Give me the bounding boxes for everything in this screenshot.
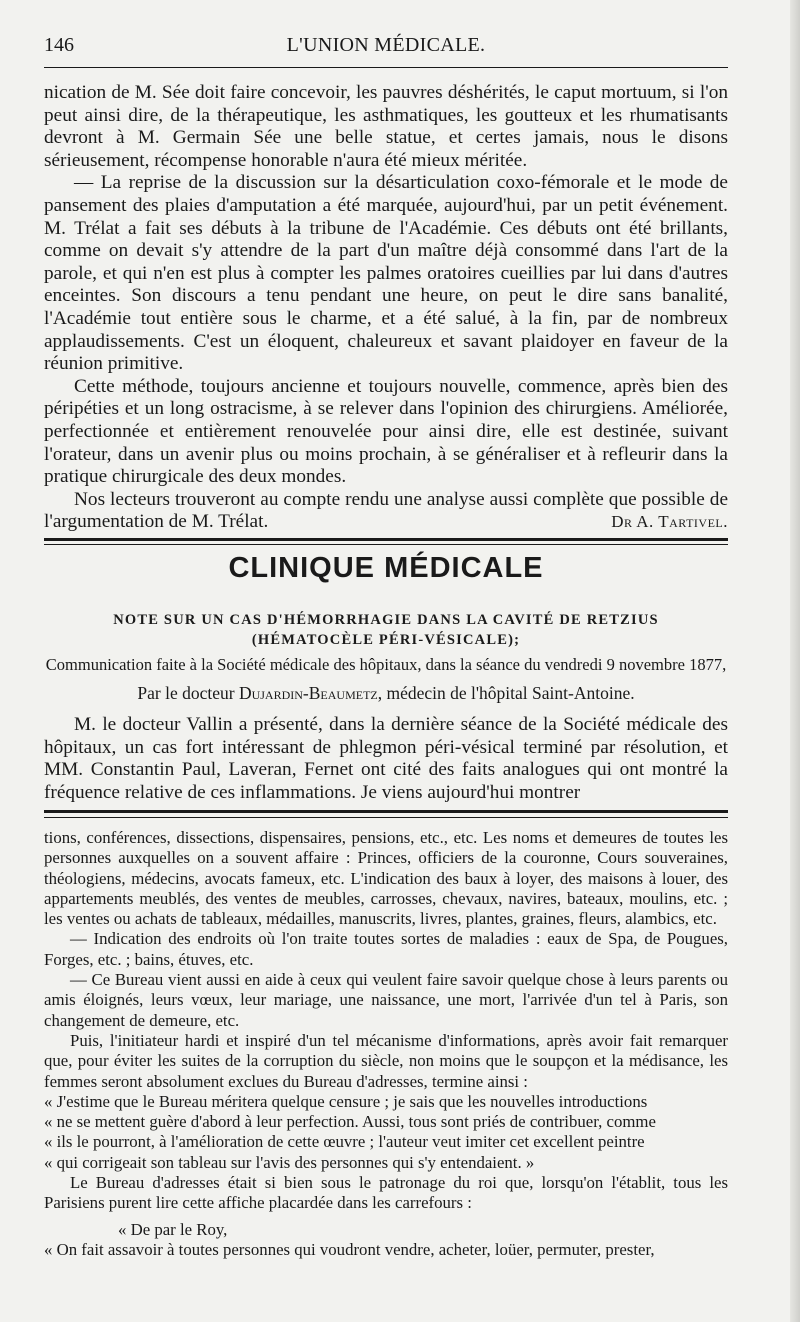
paragraph: — Ce Bureau vient aussi en aide à ceux qui veulent faire savoir quelque chose à leurs parents ou amis éloignés, leurs vœux, leur mariage, une naissance, une mort, l'arrivée d'un tel à Paris, son changement de demeure, etc. xyxy=(44,970,728,1030)
paragraph: tions, conférences, dissections, dispensaires, pensions, etc., etc. Les noms et demeures de toutes les personnes auxquelles on a souvent affaire : Princes, officiers de la couronne, Cours souveraines, théologiens, médecins, avocats fameux, etc. L'indication des baux à loyer, des maisons à louer, des appartements meublés, des ventes de meubles, carrosses, chevaux, navires, bateaux, moulins, etc. ; les ventes ou achats de tableaux, médailles, manuscrits, livres, plantes, graines, fleurs, alambics, etc. xyxy=(44,828,728,929)
author-line xyxy=(44,683,728,704)
author-name: Dujardin-Beaumetz xyxy=(238,683,378,703)
section-rule-thin xyxy=(44,544,728,545)
paragraph: M. le docteur Vallin a présenté, dans la dernière séance de la Société médicale des hôpitaux, un cas fort intéressant de phlegmon péri-vésical terminé par résolution, et MM. Constantin Paul, Laveran, Fernet ont cité des faits analogues qui ont montré la fréquence relative de ces inflammations. Je viens aujourd'hui montrer xyxy=(44,714,728,803)
paragraph: — Indication des endroits où l'on traite toutes sortes de maladies : eaux de Spa, de Pougues, Forges, etc. ; bains, étuves, etc. xyxy=(44,929,728,969)
quote-block xyxy=(44,1092,728,1173)
author-prefix: Par le docteur xyxy=(137,683,239,703)
decree-line: « De par le Roy, xyxy=(118,1219,228,1239)
signature: Dr A. Tartivel. xyxy=(611,512,728,531)
page-header xyxy=(44,34,728,60)
paragraph: Puis, l'initiateur hardi et inspiré d'un tel mécanisme d'informations, après avoir fait remarquer que, pour éviter les suites de la corruption du siècle, non moins que le soupçon et la médisance, les femmes seront absolument exclues du Bureau d'adresses, termine ainsi : xyxy=(44,1030,728,1091)
journal-title: L'UNION MÉDICALE. xyxy=(286,34,486,56)
communication-line: Communication faite à la Société médicale des hôpitaux, dans la séance du vendredi 9 novembre 1877, xyxy=(45,655,727,674)
quote-line: « ne se mettent guère d'abord à leur perfection. Aussi, tous sont priés de contribuer, comme xyxy=(44,1112,656,1132)
feuilleton xyxy=(44,828,728,1260)
note-title-line: NOTE SUR UN CAS D'HÉMORRHAGIE DANS LA CAVITÉ DE RETZIUS xyxy=(113,612,659,628)
header-rule xyxy=(44,67,728,68)
paragraph: nication de M. Sée doit faire concevoir, les pauvres déshérités, le caput mortuum, si l'on peut ainsi dire, de la thérapeutique, les asthmatiques, les goutteux et les rhumatisants devront à M. Germain Sée une belle statue, et certes jamais, nous le disons sérieusement, récompense honorable n'aura été mieux méritée. xyxy=(44,82,728,171)
quote-line: « J'estime que le Bureau méritera quelque censure ; je sais que les nouvelles introductions xyxy=(44,1091,648,1111)
quote-line: « ils le pourront, à l'amélioration de cette œuvre ; l'auteur veut imiter cet excellent peintre xyxy=(44,1132,645,1152)
feuilleton-rule-thick xyxy=(44,810,728,813)
author-suffix: , médecin de l'hôpital Saint-Antoine. xyxy=(377,683,635,703)
paragraph: Le Bureau d'adresses était si bien sous le patronage du roi que, lorsqu'on l'établit, tous les Parisiens purent lire cette affiche placardée dans les carrefours : xyxy=(44,1173,728,1213)
page-edge xyxy=(790,0,800,1322)
section-body xyxy=(44,714,728,804)
paragraph: — La reprise de la discussion sur la désarticulation coxo-fémorale et le mode de pansement des plaies d'amputation a été marquée, aujourd'hui, par un petit événement. M. Trélat a fait ses débuts à la tribune de l'Académie. Ces débuts ont été brillants, comme on devait s'y attendre de la part d'un maître déjà consommé dans l'art de la parole, et qui n'en est plus à compter les palmes oratoires cueillies par lui dans d'autres enceintes. Son discours a tenu pendant une heure, on peut le dire sans banalité, l'Académie tout entière sous le charme, et a été salué, à la fin, par de nombreux applaudissements. C'est un éloquent, chaleureux et savant plaidoyer en faveur de la réunion primitive. xyxy=(44,172,728,375)
feuilleton-rule-thin xyxy=(44,817,728,818)
quote-line: « qui corrigeait son tableau sur l'avis des personnes qui s'y entendaient. » xyxy=(44,1152,535,1172)
article-end xyxy=(44,82,728,534)
paragraph: Nos lecteurs trouveront au compte rendu une analyse aussi complète que possible de l'argumentation de M. Trélat. xyxy=(44,488,728,533)
section-rule-thick xyxy=(44,538,728,541)
section-title: CLINIQUE MÉDICALE xyxy=(228,552,544,584)
decree-line: « On fait assavoir à toutes personnes qui voudront vendre, acheter, loüer, permuter, prester, xyxy=(44,1239,655,1259)
paragraph: Cette méthode, toujours ancienne et toujours nouvelle, commence, après bien des péripéties et un long ostracisme, à se relever dans l'opinion des chirurgiens. Améliorée, perfectionnée et entièrement renouvelée pour ainsi dire, elle est destinée, suivant l'orateur, dans un avenir plus ou moins prochain, à se généraliser et à refleurir dans la pratique chirurgicale des deux mondes. xyxy=(44,375,728,488)
note-title-line: (HÉMATOCÈLE PÉRI-VÉSICALE); xyxy=(251,632,521,648)
page-number: 146 xyxy=(44,34,74,56)
note-title xyxy=(44,610,728,650)
